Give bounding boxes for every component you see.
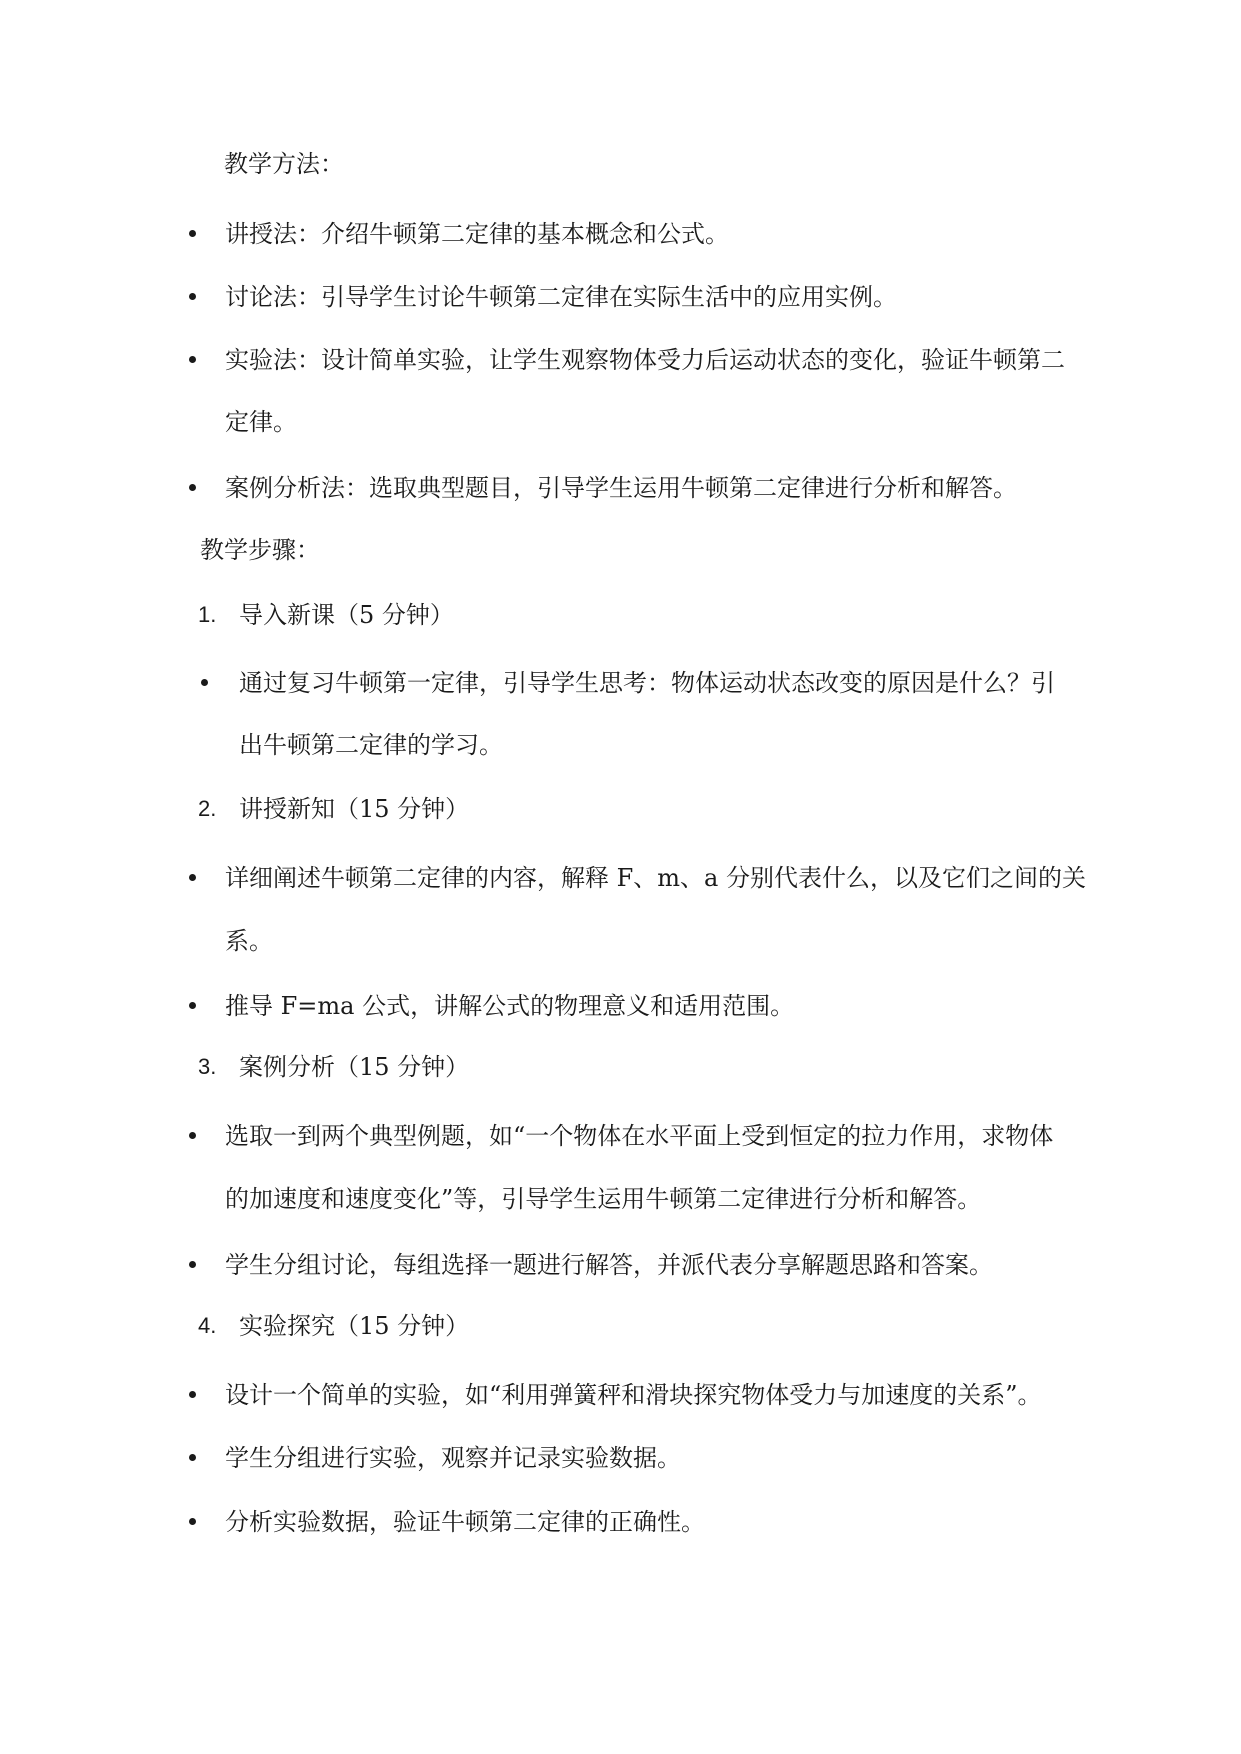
bullet-icon	[189, 230, 196, 237]
step-3-bullet-1-continued: 的加速度和速度变化”等，引导学生运用牛顿第二定律进行分析和解答。	[225, 1185, 982, 1213]
step-4-bullet-3: 分析实验数据，验证牛顿第二定律的正确性。	[225, 1508, 705, 1536]
bullet-icon	[189, 484, 196, 491]
step-1-title: 导入新课（5 分钟）	[239, 601, 454, 629]
bullet-icon	[189, 1391, 196, 1398]
step-3-title: 案例分析（15 分钟）	[239, 1053, 470, 1081]
step-4-bullet-1: 设计一个简单的实验，如“利用弹簧秤和滑块探究物体受力与加速度的关系”。	[225, 1381, 1042, 1409]
bullet-icon	[189, 874, 196, 881]
bullet-icon	[189, 1261, 196, 1268]
bullet-icon	[189, 356, 196, 363]
teaching-methods-heading: 教学方法：	[224, 150, 344, 178]
step-3-number: 3.	[198, 1054, 217, 1079]
method-lecture: 讲授法：介绍牛顿第二定律的基本概念和公式。	[225, 220, 729, 248]
step-2-bullet-1-continued: 系。	[225, 927, 273, 955]
step-2-number: 2.	[198, 796, 217, 821]
bullet-icon	[189, 293, 196, 300]
step-4-title: 实验探究（15 分钟）	[239, 1312, 470, 1340]
step-3-bullet-1: 选取一到两个典型例题，如“一个物体在水平面上受到恒定的拉力作用，求物体	[225, 1122, 1054, 1150]
step-2-title: 讲授新知（15 分钟）	[239, 795, 470, 823]
step-4-number: 4.	[198, 1313, 217, 1338]
bullet-icon	[189, 1002, 196, 1009]
method-discussion: 讨论法：引导学生讨论牛顿第二定律在实际生活中的应用实例。	[225, 283, 897, 311]
bullet-icon	[189, 1454, 196, 1461]
bullet-icon	[201, 679, 208, 686]
step-4-bullet-2: 学生分组进行实验，观察并记录实验数据。	[225, 1444, 681, 1472]
bullet-icon	[189, 1518, 196, 1525]
step-2-bullet-2: 推导 F=ma 公式，讲解公式的物理意义和适用范围。	[225, 992, 795, 1020]
method-experiment-continued: 定律。	[225, 408, 297, 436]
step-2-bullet-1: 详细阐述牛顿第二定律的内容，解释 F、m、a 分别代表什么，以及它们之间的关	[225, 864, 1086, 892]
method-case-analysis: 案例分析法：选取典型题目，引导学生运用牛顿第二定律进行分析和解答。	[225, 474, 1017, 502]
step-3-bullet-2: 学生分组讨论，每组选择一题进行解答，并派代表分享解题思路和答案。	[225, 1251, 993, 1279]
bullet-icon	[189, 1132, 196, 1139]
step-1-bullet: 通过复习牛顿第一定律，引导学生思考：物体运动状态改变的原因是什么？引	[239, 669, 1055, 697]
method-experiment: 实验法：设计简单实验，让学生观察物体受力后运动状态的变化，验证牛顿第二	[225, 346, 1065, 374]
teaching-steps-heading: 教学步骤：	[200, 536, 320, 564]
step-1-bullet-continued: 出牛顿第二定律的学习。	[239, 731, 503, 759]
step-1-number: 1.	[198, 602, 217, 627]
